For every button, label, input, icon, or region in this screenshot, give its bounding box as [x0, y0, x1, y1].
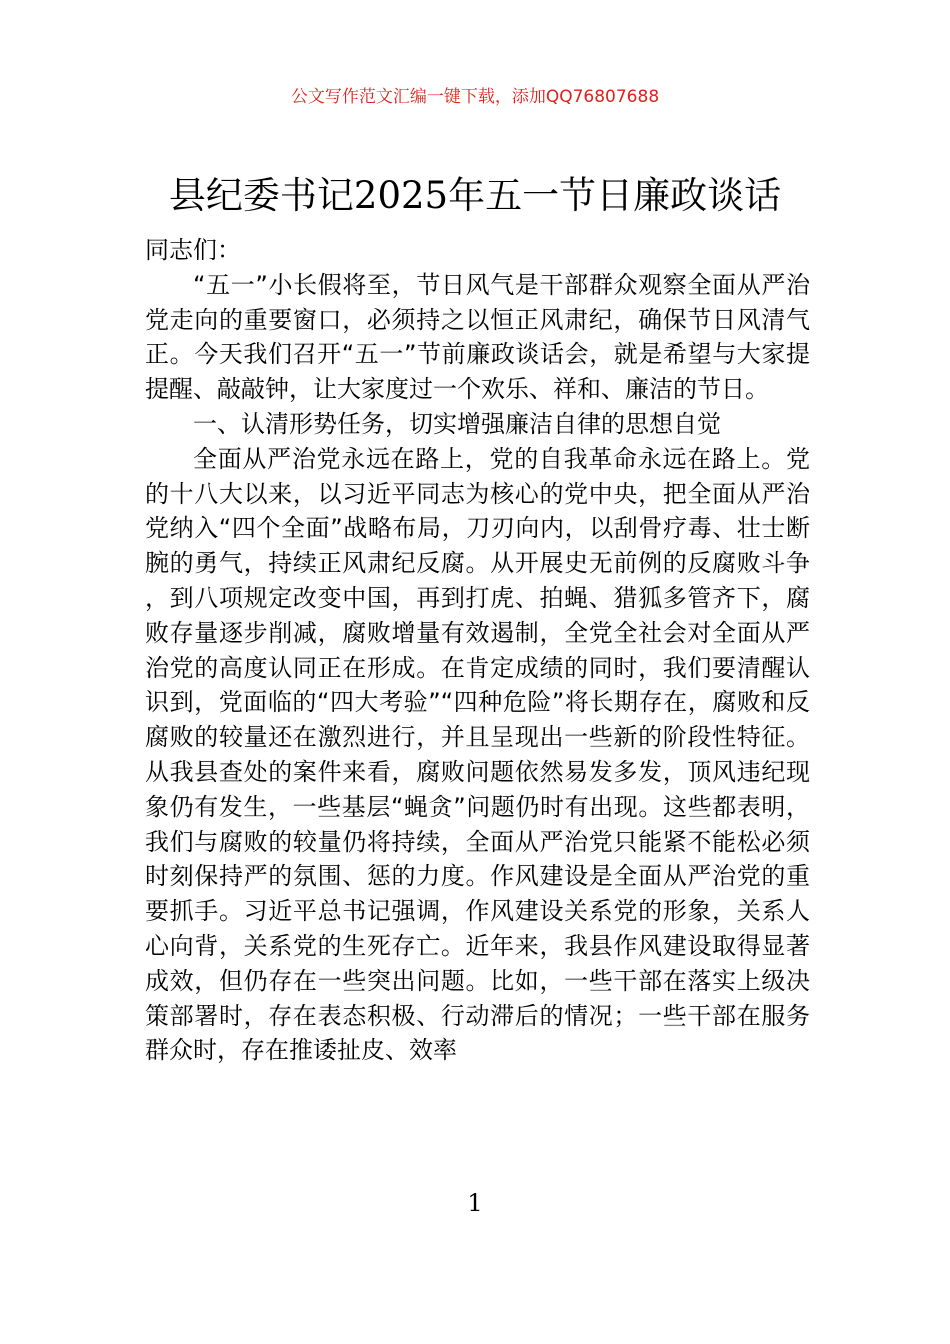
- salutation: 同志们：: [145, 236, 241, 264]
- watermark-text: 公文写作范文汇编一键下载，添加QQ76807688: [290, 87, 660, 107]
- page-number: 1: [467, 1189, 483, 1217]
- section-heading: 一、认清形势任务，切实增强廉洁自律的思想自觉: [193, 409, 721, 438]
- paragraph-body: 全面从严治党永远在路上，党的自我革命永远在路上。党的十八大以来，以习近平同志为核心的党中央，把全面从严治党纳入“四个全面”战略布局，刀刃向内，以刮骨疗毒、壮士断腕的勇气，持续正风肃纪反腐。从开展史无前例的反腐败斗争，到八项规定改变中国，再到打虎、拍蝇、猎狐多管齐下，腐败存量逐步削减，腐败增量有效遏制，全党全社会对全面从严治党的高度认同正在形成。在肯定成绩的同时，我们要清醒认识到，党面临的“四大考验”“四种危险”将长期存在，腐败和反腐败的较量还在激烈进行，并且呈现出一些新的阶段性特征。从我县查处的案件来看，腐败问题依然易发多发，顶风违纪现象仍有发生，一些基层“蝇贪”问题仍时有出现。这些都表明，我们与腐败的较量仍将持续，全面从严治党只能紧不能松必须时刻保持严的氛围、惩的力度。作风建设是全面从严治党的重要抓手。习近平总书记强调，作风建设关系党的形象，关系人心向背，关系党的生死存亡。近年来，我县作风建设取得显著成效，但仍存在一些突出问题。比如，一些干部在落实上级决策部署时，存在表态积极、行动滞后的情况；一些干部在服务群众时，存在推诿扯皮、效率: [145, 444, 810, 1065]
- paragraph-intro: “五一”小长假将至，节日风气是干部群众观察全面从严治党走向的重要窗口，必须持之以恒正风肃纪，确保节日风清气正。今天我们召开“五一”节前廉政谈话会，就是希望与大家提提醒、敲敲钟，让大家度过一个欢乐、祥和、廉洁的节日。: [145, 270, 810, 404]
- document-title: 县纪委书记2025年五一节日廉政谈话: [168, 174, 782, 217]
- document-body: [145, 233, 810, 1068]
